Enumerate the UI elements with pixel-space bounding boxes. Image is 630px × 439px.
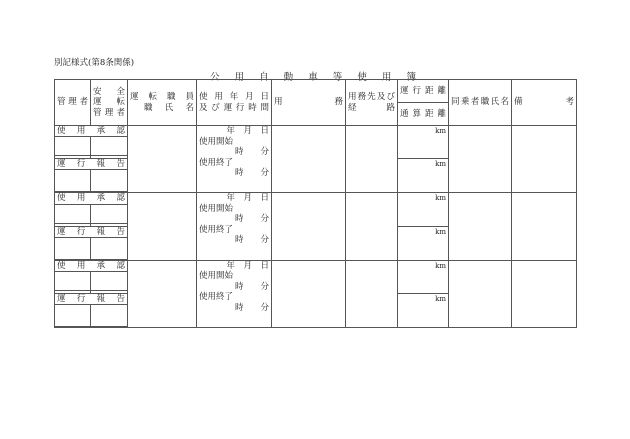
cell-approval-manager xyxy=(55,271,91,290)
cell-passenger xyxy=(449,126,512,193)
row-label-report: 運行報告 xyxy=(55,159,128,170)
header-passenger: 同乗者職氏名 xyxy=(449,80,512,126)
header-safety-manager: 安全 運転 管理者 xyxy=(91,80,128,126)
cell-distance-run: km xyxy=(398,126,449,159)
cell-passenger xyxy=(449,193,512,260)
header-business: 用務 xyxy=(272,80,346,126)
cell-report-manager xyxy=(55,305,91,327)
cell-distance-total: km xyxy=(398,159,449,193)
cell-distance-run: km xyxy=(398,193,449,226)
cell-business xyxy=(272,126,346,193)
header-remarks: 備考 xyxy=(512,80,577,126)
row-label-approval: 使用承認 xyxy=(55,126,128,137)
cell-distance-total: km xyxy=(398,293,449,327)
cell-business xyxy=(272,193,346,260)
header-destination: 用務先及び 経路 xyxy=(346,80,398,126)
cell-report-safety xyxy=(91,170,128,192)
cell-report-manager xyxy=(55,237,91,259)
header-distance-total: 通算距離 xyxy=(398,103,449,126)
cell-approval-safety xyxy=(91,137,128,156)
row-label-approval: 使用承認 xyxy=(55,260,128,271)
cell-approval-safety xyxy=(91,204,128,223)
cell-destination xyxy=(346,260,398,327)
cell-datetime: 年 月 日 使用開始 時 分 使用終了 時 分 xyxy=(197,126,272,193)
cell-business xyxy=(272,260,346,327)
cell-remarks xyxy=(512,260,577,327)
cell-distance-total: km xyxy=(398,226,449,260)
cell-distance-run: km xyxy=(398,260,449,293)
cell-driver xyxy=(128,126,197,193)
form-label: 別記様式(第8条関係) xyxy=(54,58,135,68)
cell-approval-manager xyxy=(55,204,91,223)
cell-driver xyxy=(128,260,197,327)
cell-report-safety xyxy=(91,305,128,327)
cell-remarks xyxy=(512,126,577,193)
cell-approval-safety xyxy=(91,271,128,290)
row-label-report: 運行報告 xyxy=(55,293,128,304)
cell-datetime: 年 月 日 使用開始 時 分 使用終了 時 分 xyxy=(197,260,272,327)
cell-passenger xyxy=(449,260,512,327)
header-distance-run: 運行距離 xyxy=(398,80,449,103)
cell-destination xyxy=(346,126,398,193)
cell-destination xyxy=(346,193,398,260)
cell-approval-manager xyxy=(55,137,91,156)
cell-report-manager xyxy=(55,170,91,192)
cell-driver xyxy=(128,193,197,260)
cell-report-safety xyxy=(91,237,128,259)
document-title: 公用自動車等使用簿 xyxy=(210,72,416,83)
usage-log-table xyxy=(54,79,577,328)
header-manager: 管理者 xyxy=(55,80,91,126)
header-datetime: 使用年月日 及び運行時間 xyxy=(197,80,272,126)
cell-remarks xyxy=(512,193,577,260)
header-driver: 運転職員 職氏名 xyxy=(128,80,197,126)
cell-datetime: 年 月 日 使用開始 時 分 使用終了 時 分 xyxy=(197,193,272,260)
row-label-approval: 使用承認 xyxy=(55,193,128,204)
row-label-report: 運行報告 xyxy=(55,226,128,237)
